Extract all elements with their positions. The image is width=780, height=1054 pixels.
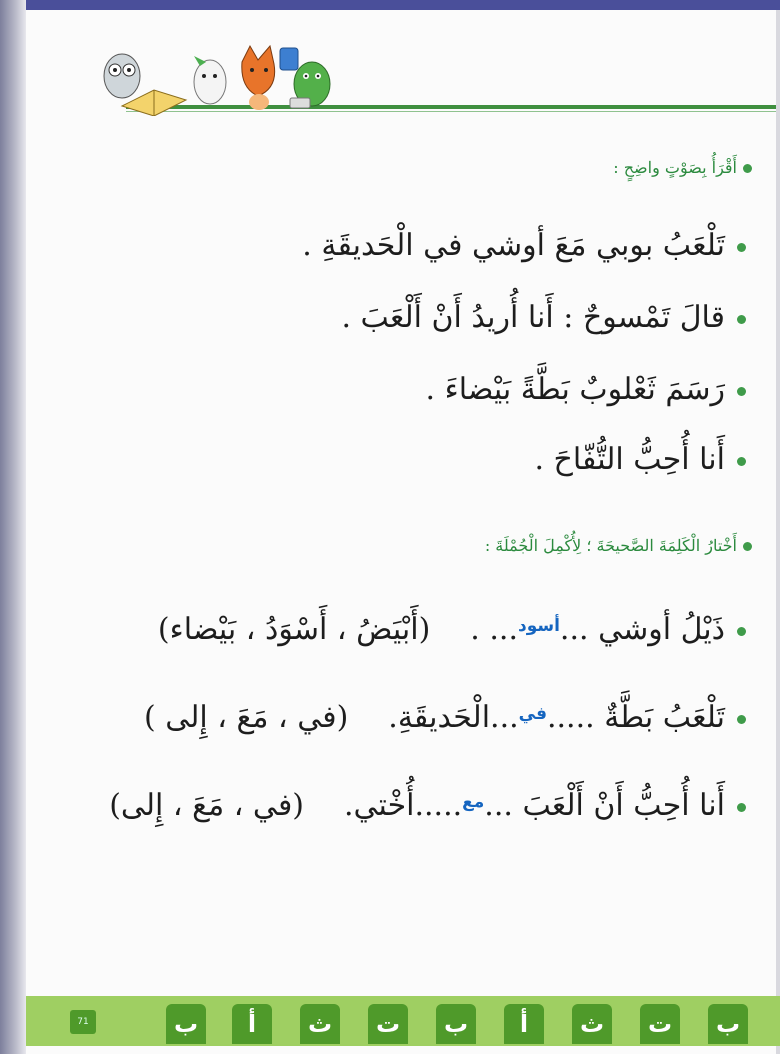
word-options: (في ، مَعَ ، إِلى)	[109, 788, 304, 823]
sentence-start: أَنا أُحِبُّ أَنْ أَلْعَبَ	[512, 788, 725, 823]
blank-dots: .....	[414, 788, 463, 823]
fill-blank-2	[144, 700, 746, 735]
sentence-3	[426, 372, 746, 407]
letter-tab: ت	[368, 1004, 408, 1044]
page-number: 71	[70, 1010, 96, 1034]
top-bar	[0, 0, 780, 10]
sentence-text: رَسَمَ ثَعْلوبٌ بَطَّةً بَيْضاءَ .	[425, 372, 725, 407]
bullet-icon	[737, 457, 746, 466]
letter-tab: أ	[504, 1004, 544, 1044]
letter-tab: ث	[572, 1004, 612, 1044]
bullet-icon	[737, 387, 746, 396]
letter-tab: ب	[166, 1004, 206, 1044]
blank-dots: ...	[484, 788, 513, 823]
blank-dots: ... .	[470, 612, 518, 647]
sentence-1	[302, 228, 746, 263]
bullet-icon	[737, 627, 746, 636]
letter-tab: ت	[640, 1004, 680, 1044]
answer-field[interactable]: مع	[462, 792, 485, 812]
instruction-choose-word	[485, 536, 752, 555]
sentence-end: أُخْتي.	[343, 788, 415, 823]
fill-blank-3	[109, 788, 746, 823]
bullet-icon	[737, 803, 746, 812]
word-options: (أَبْيَضُ ، أَسْوَدُ ، بَيْضاء)	[157, 612, 431, 647]
cup-icon	[280, 48, 298, 70]
bullet-icon	[737, 715, 746, 724]
blank-dots: ...	[559, 612, 589, 647]
letter-tab: ب	[436, 1004, 476, 1044]
side-copyright-text	[54, 130, 68, 330]
blank-dots: ...	[490, 700, 519, 735]
ghost-icon	[194, 56, 226, 104]
sentence-4	[534, 442, 746, 477]
sentence-text: أَنا أُحِبُّ التُّفّاحَ .	[534, 442, 725, 477]
bullet-icon	[737, 315, 746, 324]
answer-field[interactable]: في	[518, 704, 547, 724]
owl-icon	[104, 54, 140, 98]
sentence-end: الْحَديقَةِ.	[388, 700, 491, 735]
book-spine	[0, 0, 26, 1054]
bullet-icon	[743, 164, 752, 173]
instruction-text: أَخْتارُ الْكَلِمَةَ الصَّحيحَةَ ؛ لِأُكْمِلَ الْجُمْلَةَ :	[484, 536, 737, 555]
sentence-text: تَلْعَبُ بوبي مَعَ أوشي في الْحَديقَةِ .	[302, 228, 725, 263]
mascot-illustration	[82, 32, 342, 116]
instruction-text: أَقْرَأُ بِصَوْتٍ واضِحٍ :	[613, 158, 737, 177]
sentence-text: قالَ تَمْسوحٌ : أَنا أُريدُ أَنْ أَلْعَبَ .	[341, 300, 725, 335]
letter-tab: ث	[300, 1004, 340, 1044]
instruction-read-aloud	[613, 158, 752, 177]
sentence-start: تَلْعَبُ بَطَّةٌ	[594, 700, 725, 735]
fox-icon	[242, 46, 275, 110]
letter-tab: ب	[708, 1004, 748, 1044]
answer-field[interactable]: أسود	[517, 616, 560, 636]
sentence-start: ذَيْلُ أوشي	[588, 612, 725, 647]
letter-tab: أ	[232, 1004, 272, 1044]
bullet-icon	[743, 542, 752, 551]
letter-footer	[26, 996, 780, 1046]
bullet-icon	[737, 243, 746, 252]
blank-dots: .....	[546, 700, 595, 735]
word-options: (في ، مَعَ ، إِلى )	[143, 700, 349, 735]
sentence-2	[341, 300, 746, 335]
fill-blank-1	[158, 612, 746, 647]
